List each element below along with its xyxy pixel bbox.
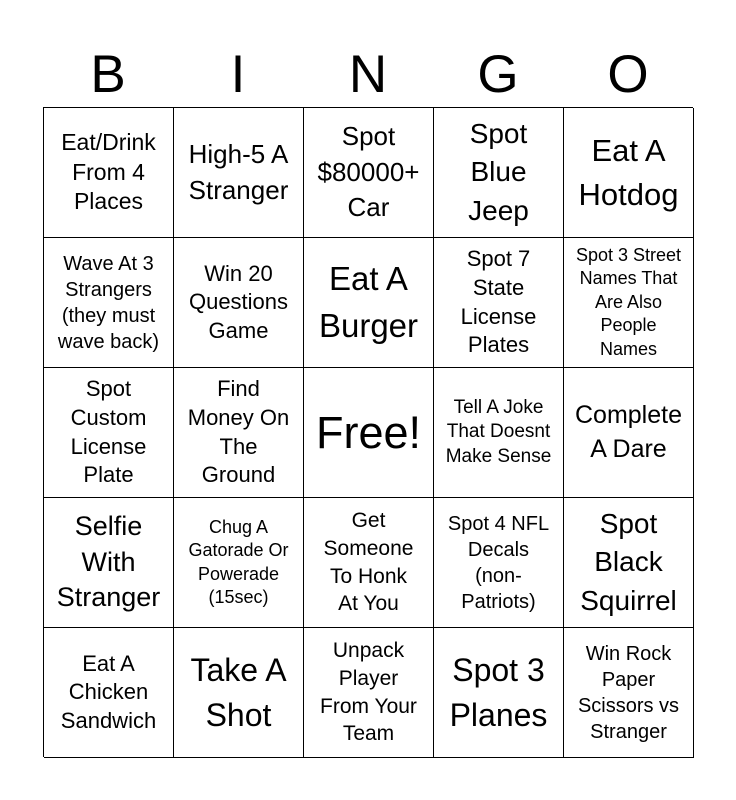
- cell-text: Spot 7 State License Plates: [460, 246, 537, 358]
- bingo-grid: [43, 107, 693, 757]
- bingo-cell-r3c5[interactable]: [564, 368, 694, 498]
- bingo-cell-r3c2[interactable]: [174, 368, 304, 498]
- bingo-cell-r4c4[interactable]: [434, 498, 564, 628]
- cell-text: High-5 A Stranger: [188, 138, 289, 205]
- bingo-cell-r1c5[interactable]: [564, 108, 694, 238]
- cell-text: Spot 4 NFL Decals (non- Patriots): [447, 512, 550, 613]
- cell-text: Eat/Drink From 4 Places: [61, 128, 156, 215]
- cell-text: Spot Blue Jeep: [468, 117, 529, 226]
- cell-text: Take A Shot: [190, 651, 287, 733]
- header-letter-n: N: [348, 45, 388, 104]
- cell-text: Win 20 Questions Game: [188, 260, 289, 343]
- cell-text: Selfie With Stranger: [56, 510, 161, 613]
- bingo-cell-r5c2[interactable]: [174, 628, 304, 758]
- bingo-cell-r3c4[interactable]: [434, 368, 564, 498]
- header-letter-b: B: [90, 45, 126, 104]
- bingo-cell-r2c4[interactable]: [434, 238, 564, 368]
- cell-text: Complete A Dare: [575, 401, 682, 463]
- bingo-cell-r2c5[interactable]: [564, 238, 694, 368]
- cell-text: Eat A Burger: [318, 260, 419, 344]
- cell-text: Get Someone To Honk At You: [323, 508, 414, 616]
- cell-text: Wave At 3 Strangers (they must wave back): [57, 252, 160, 353]
- header-letter-g: G: [477, 45, 519, 104]
- bingo-cell-r5c1[interactable]: [44, 628, 174, 758]
- cell-text: Win Rock Paper Scissors vs Stranger: [577, 642, 680, 743]
- bingo-header: [43, 44, 693, 106]
- bingo-cell-r1c4[interactable]: [434, 108, 564, 238]
- header-letter-o: O: [607, 45, 649, 104]
- bingo-cell-r1c2[interactable]: [174, 108, 304, 238]
- cell-text: Spot Black Squirrel: [580, 507, 677, 616]
- bingo-cell-r4c2[interactable]: [174, 498, 304, 628]
- cell-text: Eat A Chicken Sandwich: [60, 650, 157, 733]
- free-space-text: Free!: [315, 406, 422, 458]
- bingo-cell-r3c3[interactable]: [304, 368, 434, 498]
- bingo-cell-r5c5[interactable]: [564, 628, 694, 758]
- bingo-cell-r5c3[interactable]: [304, 628, 434, 758]
- cell-text: Spot $80000+ Car: [317, 120, 420, 223]
- cell-text: Chug A Gatorade Or Powerade (15sec): [188, 516, 289, 607]
- bingo-cell-r5c4[interactable]: [434, 628, 564, 758]
- bingo-cell-r2c1[interactable]: [44, 238, 174, 368]
- cell-text: Eat A Hotdog: [578, 133, 679, 212]
- cell-text: Spot 3 Planes: [449, 651, 548, 733]
- header-letter-i: I: [230, 45, 246, 104]
- cell-text: Spot 3 Street Names That Are Also People Names: [575, 245, 682, 359]
- bingo-cell-r4c3[interactable]: [304, 498, 434, 628]
- bingo-cell-r1c1[interactable]: [44, 108, 174, 238]
- cell-text: Tell A Joke That Doesnt Make Sense: [445, 397, 552, 467]
- bingo-cell-r1c3[interactable]: [304, 108, 434, 238]
- cell-text: Unpack Player From Your Team: [320, 638, 417, 746]
- bingo-cell-r4c5[interactable]: [564, 498, 694, 628]
- bingo-cell-r2c2[interactable]: [174, 238, 304, 368]
- bingo-cell-r2c3[interactable]: [304, 238, 434, 368]
- cell-text: Spot Custom License Plate: [70, 376, 147, 488]
- bingo-cell-r4c1[interactable]: [44, 498, 174, 628]
- bingo-cell-r3c1[interactable]: [44, 368, 174, 498]
- cell-text: Find Money On The Ground: [187, 376, 290, 488]
